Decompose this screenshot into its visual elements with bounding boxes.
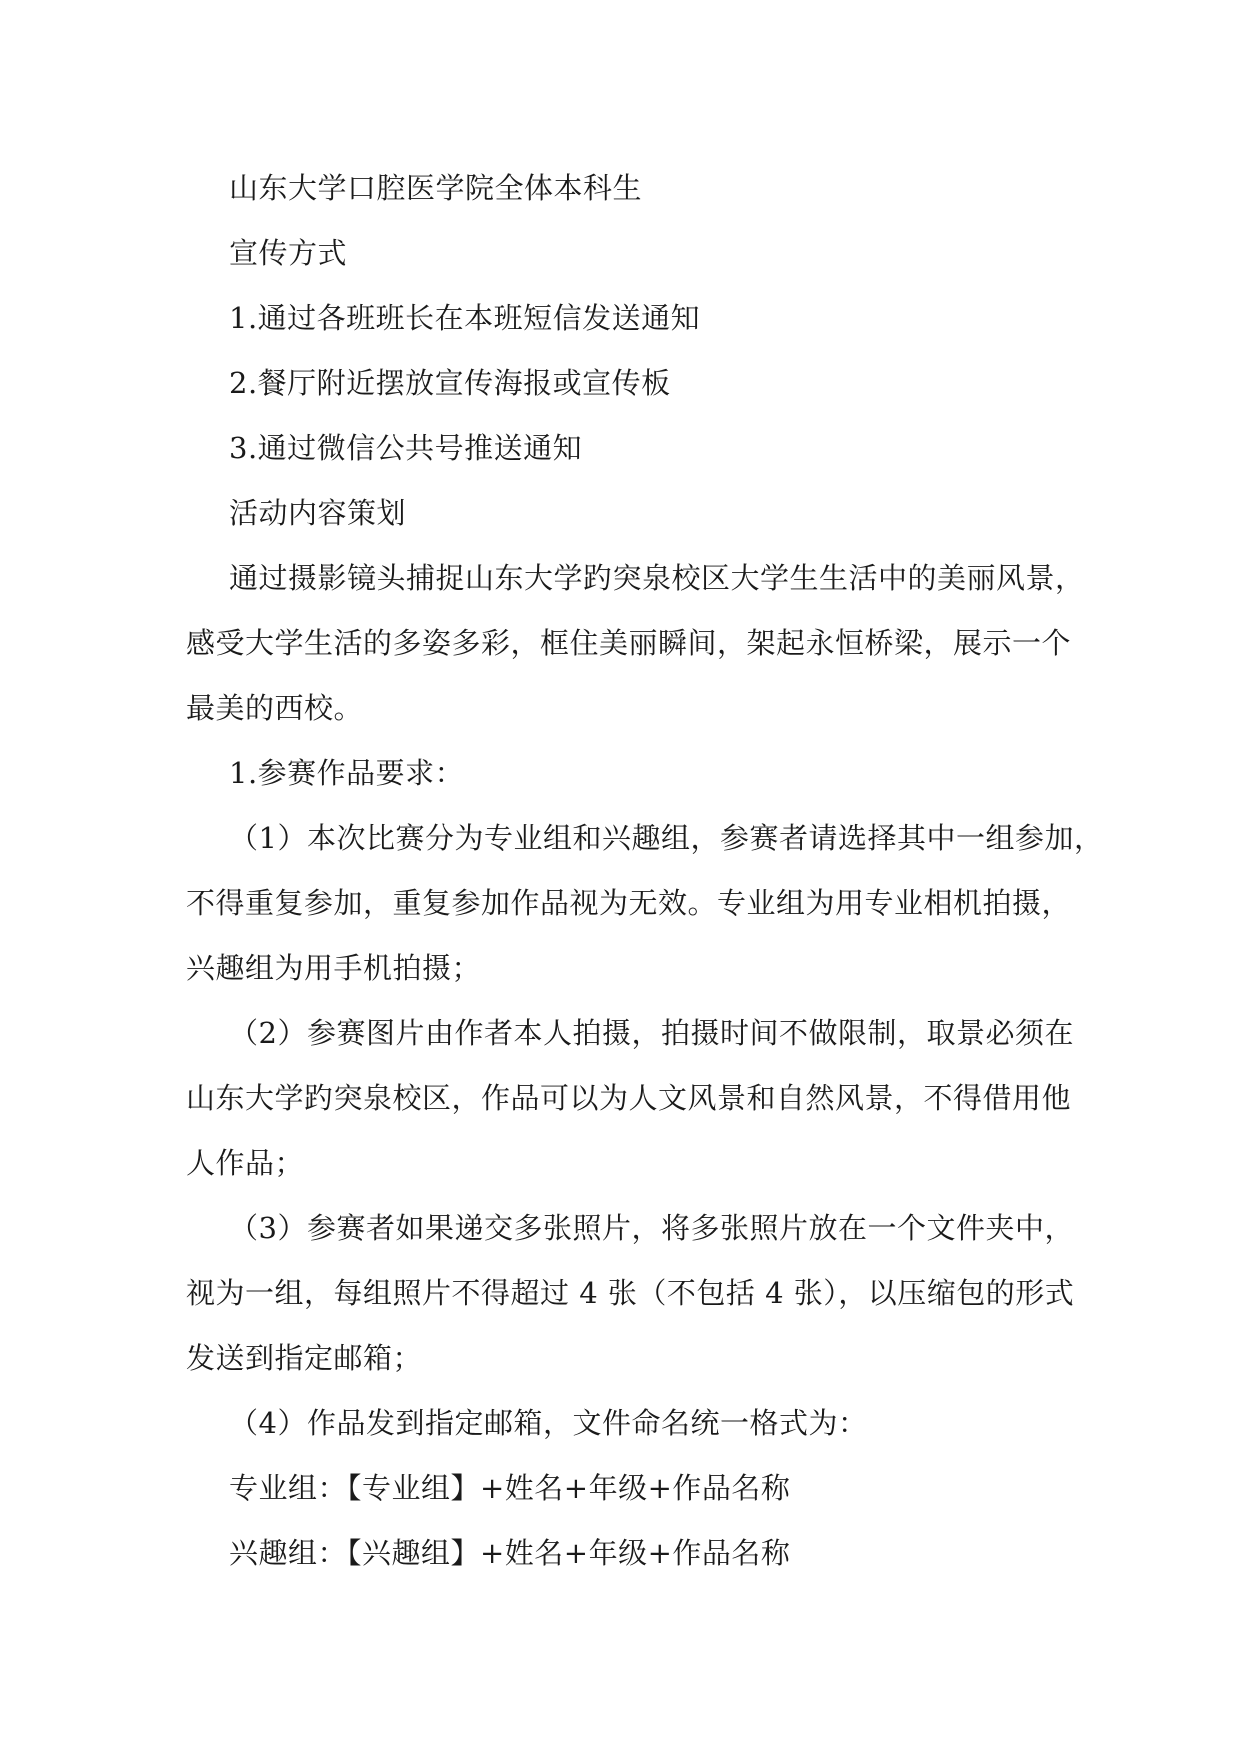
publicity-item-3: 3.通过微信公共号推送通知 [229, 431, 583, 465]
paragraph-line: 通过摄影镜头捕捉山东大学趵突泉校区大学生生活中的美丽风景， [229, 561, 1085, 595]
naming-format-interest: 兴趣组：【兴趣组】+姓名+年级+作品名称 [229, 1536, 791, 1570]
paragraph-line: （1）本次比赛分为专业组和兴趣组，参赛者请选择其中一组参加， [229, 821, 1104, 855]
requirements-heading: 1.参赛作品要求： [229, 756, 465, 790]
section-heading-activity: 活动内容策划 [229, 496, 407, 530]
paragraph-line: 山东大学趵突泉校区，作品可以为人文风景和自然风景，不得借用他 [186, 1081, 1072, 1115]
document-body [186, 156, 1104, 1586]
section-heading-publicity: 宣传方式 [229, 236, 348, 270]
audience-line: 山东大学口腔医学院全体本科生 [229, 171, 643, 205]
naming-format-professional: 专业组：【专业组】+姓名+年级+作品名称 [229, 1471, 791, 1505]
paragraph-line: 人作品； [186, 1146, 305, 1180]
publicity-item-1: 1.通过各班班长在本班短信发送通知 [229, 301, 701, 335]
paragraph-line: （4）作品发到指定邮箱，文件命名统一格式为： [229, 1406, 868, 1440]
paragraph-line: 视为一组，每组照片不得超过 4 张（不包括 4 张），以压缩包的形式 [186, 1276, 1075, 1310]
paragraph-line: （2）参赛图片由作者本人拍摄，拍摄时间不做限制，取景必须在 [229, 1016, 1074, 1050]
paragraph-line: 不得重复参加，重复参加作品视为无效。专业组为用专业相机拍摄， [186, 886, 1072, 920]
paragraph-line: 发送到指定邮箱； [186, 1341, 423, 1375]
paragraph-line: 最美的西校。 [186, 691, 364, 725]
paragraph-line: 兴趣组为用手机拍摄； [186, 951, 482, 985]
paragraph-line: 感受大学生活的多姿多彩，框住美丽瞬间，架起永恒桥梁，展示一个 [186, 626, 1072, 660]
publicity-item-2: 2.餐厅附近摆放宣传海报或宣传板 [229, 366, 671, 400]
paragraph-line: （3）参赛者如果递交多张照片，将多张照片放在一个文件夹中， [229, 1211, 1074, 1245]
